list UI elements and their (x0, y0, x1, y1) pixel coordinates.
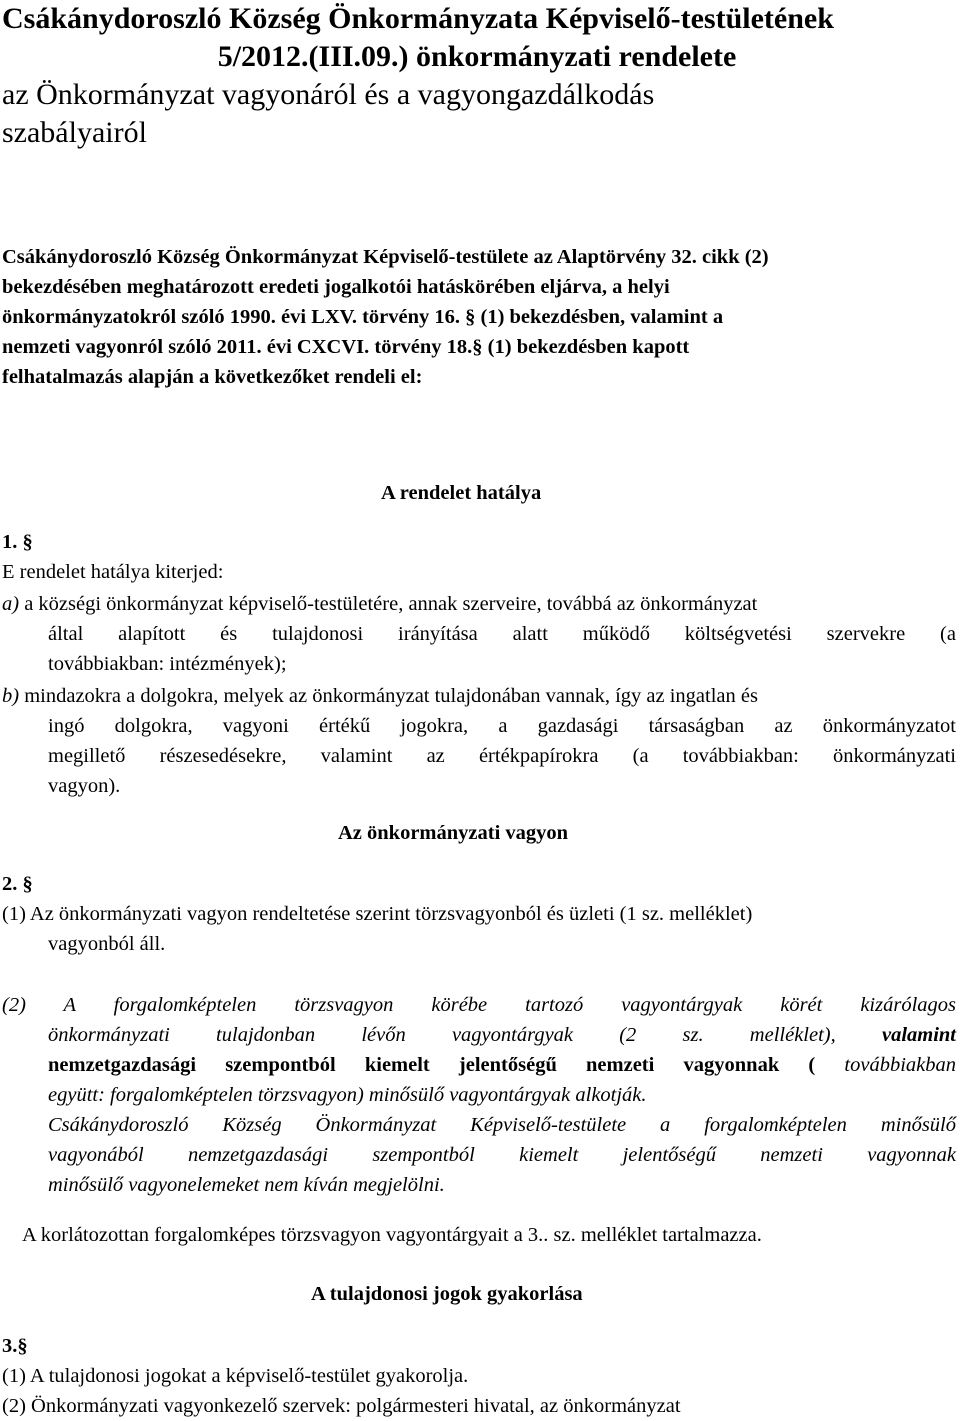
item-b-label: b) (2, 685, 20, 707)
preamble (2, 242, 952, 392)
item-b-line-2: ingó dolgokra, vagyoni értékű jogokra, a gazdasági társaságban az önkormányzatot (48, 715, 956, 737)
document-title (2, 0, 952, 152)
s2-p2-line-1: (2) A forgalomképtelen törzsvagyon körébe tartozó vagyontárgyak körét kizárólagos (2, 994, 956, 1016)
preamble-line: Csákánydoroszló Község Önkormányzat Képviselő-testülete az Alaptörvény 32. cikk (2) (2, 246, 769, 268)
preamble-line: önkormányzatokról szóló 1990. évi LXV. törvény 16. § (1) bekezdésben, valamint a (2, 306, 724, 328)
section-1-heading: A rendelet hatálya (381, 482, 542, 504)
section-3-heading: A tulajdonosi jogok gyakorlása (311, 1283, 583, 1305)
s2-p2-line-7: minősülő vagyonelemeket nem kíván megjelölni. (48, 1174, 445, 1196)
section-3-number: 3.§ (2, 1335, 28, 1357)
item-b-text-1: mindazokra a dolgokra, melyek az önkormányzat tulajdonában vannak, így az ingatlan és (24, 685, 758, 707)
s2-p1-line-2: vagyonból áll. (48, 933, 166, 955)
s2-p2-line-4: együtt: forgalomképtelen törzsvagyon) minősülő vagyontárgyak alkotják. (48, 1084, 647, 1106)
item-b-line-4: vagyon). (48, 775, 121, 797)
title-line-2: 5/2012.(III.09.) önkormányzati rendelete (217, 40, 737, 73)
section-2-paragraph-3 (22, 1220, 942, 1250)
item-a-label: a) (2, 593, 20, 615)
preamble-line: nemzeti vagyonról szóló 2011. évi CXCVI. törvény 18.§ (1) bekezdésben kapott (2, 336, 690, 358)
title-line-4: szabályairól (2, 116, 147, 149)
section-3-body (2, 1331, 956, 1421)
item-a-line-3: továbbiakban: intézmények); (48, 653, 287, 675)
s2-p1-line-1: (1) Az önkormányzati vagyon rendeltetése szerint törzsvagyonból és üzleti (1 sz. melléklet) (2, 903, 753, 925)
preamble-line: bekezdésében meghatározott eredeti jogalkotói hatáskörében eljárva, a helyi (2, 276, 670, 298)
item-a-text-1: a községi önkormányzat képviselő-testületére, annak szerveire, továbbá az önkormányzat (24, 593, 758, 615)
s2-p2-line-5: Csákánydoroszló Község Önkormányzat Képviselő-testülete a forgalomképtelen minősülő (48, 1114, 956, 1136)
s2-p2-line-3-bold: nemzetgazdasági szempontból kiemelt jelentőségű nemzeti vagyonnak ( (48, 1054, 816, 1076)
s2-p3-line: A korlátozottan forgalomképes törzsvagyon vagyontárgyait a 3.. sz. melléklet tartalmazza. (22, 1224, 762, 1246)
s3-p1-line: (1) A tulajdonosi jogokat a képviselő-testület gyakorolja. (2, 1365, 469, 1387)
s2-p2-line-2-text: önkormányzati tulajdonban lévőn vagyontárgyak (2 sz. melléklet), (48, 1024, 836, 1046)
item-b-line-1 (2, 681, 956, 711)
section-2-heading: Az önkormányzati vagyon (338, 822, 569, 844)
title-line-1: Csákánydoroszló Község Önkormányzata Képviselő-testületének (2, 2, 834, 35)
preamble-line: felhatalmazás alapján a következőket rendeli el: (2, 366, 423, 388)
s2-p2-line-2-bold: valamint (881, 1024, 957, 1046)
title-line-3: az Önkormányzat vagyonáról és a vagyongazdálkodás (2, 78, 655, 111)
s3-p2-line: (2) Önkormányzati vagyonkezelő szervek: polgármesteri hivatal, az önkormányzat (2, 1395, 681, 1417)
s2-p2-line-3 (2, 1050, 956, 1080)
item-b-line-3: megillető részesedésekre, valamint az értékpapírokra (a továbbiakban: önkormányzati (48, 745, 956, 767)
item-a-line-2: által alapított és tulajdonosi irányítása alatt működő költségvetési szervekre (a (48, 623, 956, 645)
section-1-number: 1. § (2, 531, 33, 553)
section-1-intro: E rendelet hatálya kiterjed: (2, 561, 224, 583)
section-2-number: 2. § (2, 873, 33, 895)
section-2-paragraph-2 (2, 990, 956, 1200)
section-2-body (2, 869, 956, 959)
s2-p2-line-6: vagyonából nemzetgazdasági szempontból kiemelt jelentőségű nemzeti vagyonnak (48, 1144, 956, 1166)
s2-p2-line-2 (2, 1020, 956, 1050)
section-1-body (2, 527, 956, 801)
item-a-line-1 (2, 589, 956, 619)
s2-p2-line-3-text: továbbiakban (844, 1054, 957, 1076)
